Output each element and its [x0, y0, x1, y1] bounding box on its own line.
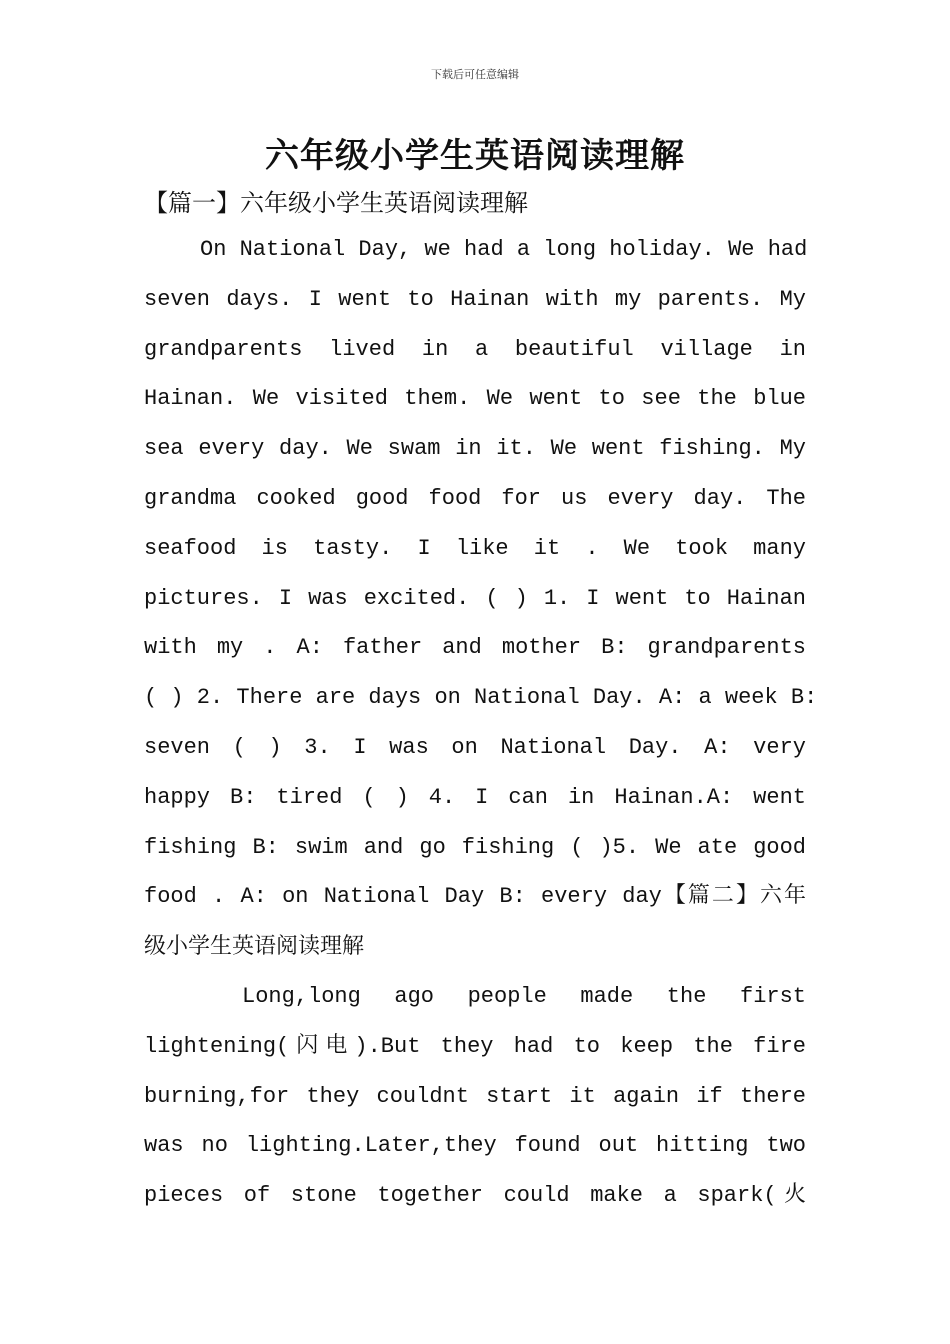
article-body	[144, 225, 818, 1221]
text-line: with my . A: father and mother B: grandparents	[144, 635, 806, 661]
text-line: fishing B: swim and go fishing ( )5. We ate good	[144, 834, 806, 860]
text-line: seven ( ) 3. I was on National Day. A: very	[144, 734, 806, 760]
text-line: ( ) 2. There are days on National Day. A: a week B:	[144, 685, 818, 711]
text-line: burning,for they couldnt start it again if there	[144, 1083, 806, 1109]
text-line: food . A: on National Day B: every day【篇二】六年	[144, 884, 806, 910]
text-line: pieces of stone together could make a spark(火	[144, 1183, 806, 1209]
text-line: seafood is tasty. I like it . We took many	[144, 535, 806, 561]
page-header: 下载后可任意编辑	[431, 68, 519, 81]
text-line: sea every day. We swam in it. We went fishing. My	[144, 436, 806, 462]
text-line: 级小学生英语阅读理解	[144, 934, 365, 960]
text-line: pictures. I was excited. ( ) 1. I went to Hainan	[144, 585, 806, 611]
text-line: was no lighting.Later,they found out hitting two	[144, 1133, 806, 1159]
text-line: Long,long ago people made the first	[242, 983, 806, 1009]
text-line: happy B: tired ( ) 4. I can in Hainan.A: went	[144, 784, 806, 810]
text-line: Hainan. We visited them. We went to see the blue	[144, 386, 806, 412]
page-title: 六年级小学生英语阅读理解	[265, 136, 685, 176]
text-line: grandma cooked good food for us every day. The	[144, 485, 806, 511]
text-line: grandparents lived in a beautiful village in	[144, 336, 806, 362]
section-heading-1: 【篇一】六年级小学生英语阅读理解	[144, 189, 528, 217]
text-line: seven days. I went to Hainan with my parents. My	[144, 286, 806, 312]
text-line: lightening(闪电).But they had to keep the fire	[144, 1033, 806, 1059]
text-line: On National Day, we had a long holiday. We had	[200, 237, 808, 262]
